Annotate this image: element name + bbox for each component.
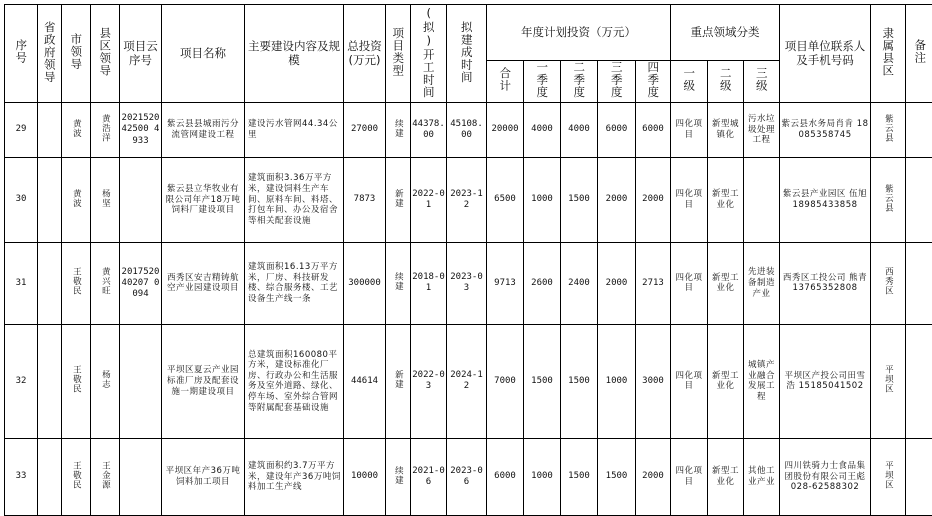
cell-level3 bbox=[744, 157, 780, 242]
header-seq: 序号 bbox=[5, 5, 38, 103]
cell-q2: 1500 bbox=[561, 157, 598, 242]
cell-finish: 2023-12 bbox=[447, 157, 487, 242]
cell-level2: 新型工业化 bbox=[708, 157, 744, 242]
cell-q4: 6000 bbox=[636, 102, 671, 157]
cell-prov-leader bbox=[38, 102, 62, 157]
cell-investment: 27000 bbox=[344, 102, 386, 157]
cell-cloud-seq: 202152042500 4933 bbox=[120, 102, 162, 157]
cell-contact: 紫云县产业园区 伍旭 18985433858 bbox=[780, 157, 871, 242]
cell-prov-leader bbox=[38, 324, 62, 438]
cell-district: 西秀区 bbox=[871, 242, 906, 324]
cell-finish: 2023-06 bbox=[447, 438, 487, 515]
cell-q3: 1000 bbox=[598, 324, 636, 438]
table-row bbox=[5, 102, 932, 157]
cell-level3: 先进装备制造产业 bbox=[744, 242, 780, 324]
cell-investment: 300000 bbox=[344, 242, 386, 324]
cell-level3: 城镇产业融合发展工程 bbox=[744, 324, 780, 438]
cell-total: 6500 bbox=[487, 157, 524, 242]
cell-level2: 新型工业化 bbox=[708, 324, 744, 438]
cell-contact: 平坝区产投公司田雪浩 15185041502 bbox=[780, 324, 871, 438]
cell-finish: 2024-12 bbox=[447, 324, 487, 438]
cell-q2: 4000 bbox=[561, 102, 598, 157]
table-row bbox=[5, 438, 932, 515]
header-key-field: 重点领域分类 bbox=[671, 5, 780, 61]
cell-remark bbox=[906, 102, 932, 157]
header-annual: 年度计划投资（万元） bbox=[487, 5, 671, 61]
header-contact: 项目单位联系人及手机号码 bbox=[780, 5, 871, 103]
cell-total: 7000 bbox=[487, 324, 524, 438]
cell-investment: 10000 bbox=[344, 438, 386, 515]
header-type: 项目类型 bbox=[386, 5, 411, 103]
cell-q1: 2600 bbox=[524, 242, 561, 324]
cell-county-leader: 黄兴旺 bbox=[91, 242, 120, 324]
header-prov-leader: 省政府领导 bbox=[38, 5, 62, 103]
cell-start: 44378.00 bbox=[411, 102, 447, 157]
cell-city-leader: 王敬民 bbox=[62, 324, 91, 438]
header-level2: 二级 bbox=[708, 61, 744, 103]
cell-total: 6000 bbox=[487, 438, 524, 515]
cell-content: 总建筑面积160080平方米，建设标准化厂房、行政办公和生活服务及室外道路、绿化、停车场、室外综合管网等附属配套基础设施 bbox=[245, 324, 344, 438]
cell-name: 紫云县立华牧业有限公司年产18万吨饲料厂建设项目 bbox=[162, 157, 245, 242]
header-county-leader: 县区领导 bbox=[91, 5, 120, 103]
cell-remark bbox=[906, 324, 932, 438]
cell-level1: 四化项目 bbox=[671, 242, 708, 324]
cell-type: 新建 bbox=[386, 324, 411, 438]
cell-q1: 1000 bbox=[524, 157, 561, 242]
project-table bbox=[4, 4, 932, 516]
header-level3: 三级 bbox=[744, 61, 780, 103]
cell-city-leader: 王敬民 bbox=[62, 242, 91, 324]
cell-q2: 1500 bbox=[561, 438, 598, 515]
cell-level1: 四化项目 bbox=[671, 324, 708, 438]
cell-q1: 1000 bbox=[524, 438, 561, 515]
cell-district: 紫云县 bbox=[871, 102, 906, 157]
cell-prov-leader bbox=[38, 157, 62, 242]
cell-remark bbox=[906, 438, 932, 515]
cell-county-leader: 杨坚 bbox=[91, 157, 120, 242]
cell-remark bbox=[906, 157, 932, 242]
cell-name: 平坝区年产36万吨饲料加工项目 bbox=[162, 438, 245, 515]
header-q1: 一季度 bbox=[524, 61, 561, 103]
cell-q1: 1500 bbox=[524, 324, 561, 438]
header-city-leader: 市领导 bbox=[62, 5, 91, 103]
cell-district: 平坝区 bbox=[871, 438, 906, 515]
header-q4: 四季度 bbox=[636, 61, 671, 103]
header-cloud-seq: 项目云序号 bbox=[120, 5, 162, 103]
cell-q4: 3000 bbox=[636, 324, 671, 438]
cell-q1: 4000 bbox=[524, 102, 561, 157]
cell-q4: 2000 bbox=[636, 438, 671, 515]
cell-seq: 33 bbox=[5, 438, 38, 515]
cell-finish: 2023-03 bbox=[447, 242, 487, 324]
cell-total: 20000 bbox=[487, 102, 524, 157]
cell-start: 2021-06 bbox=[411, 438, 447, 515]
cell-level2: 新型城镇化 bbox=[708, 102, 744, 157]
cell-content: 建筑面积3.36万平方米，建设饲料生产车间、原料车间、料塔、打包车间、办公及宿舍等相关配套设施 bbox=[245, 157, 344, 242]
header-q3: 三季度 bbox=[598, 61, 636, 103]
cell-name: 紫云县县城雨污分流管网建设工程 bbox=[162, 102, 245, 157]
cell-type: 续建 bbox=[386, 242, 411, 324]
cell-level1: 四化项目 bbox=[671, 157, 708, 242]
table-row bbox=[5, 157, 932, 242]
cell-cloud-seq: 201752040207 0094 bbox=[120, 242, 162, 324]
cell-city-leader: 黄波 bbox=[62, 102, 91, 157]
cell-prov-leader bbox=[38, 438, 62, 515]
cell-level2: 新型工业化 bbox=[708, 438, 744, 515]
cell-contact: 紫云县水务局肖肯 18085358745 bbox=[780, 102, 871, 157]
cell-city-leader: 黄波 bbox=[62, 157, 91, 242]
cell-start: 2022-01 bbox=[411, 157, 447, 242]
header-total: 合计 bbox=[487, 61, 524, 103]
cell-q4: 2713 bbox=[636, 242, 671, 324]
cell-district: 平坝区 bbox=[871, 324, 906, 438]
header-finish: 拟建成时间 bbox=[447, 5, 487, 103]
cell-q3: 2000 bbox=[598, 242, 636, 324]
cell-q2: 1500 bbox=[561, 324, 598, 438]
cell-level1: 四化项目 bbox=[671, 102, 708, 157]
cell-seq: 32 bbox=[5, 324, 38, 438]
header-level1: 一级 bbox=[671, 61, 708, 103]
cell-content: 建筑面积16.13万平方米，厂房、科技研发楼、综合服务楼、工艺设备生产线一条 bbox=[245, 242, 344, 324]
cell-q3: 1500 bbox=[598, 438, 636, 515]
cell-total: 9713 bbox=[487, 242, 524, 324]
cell-investment: 7873 bbox=[344, 157, 386, 242]
header-content: 主要建设内容及规模 bbox=[245, 5, 344, 103]
cell-prov-leader bbox=[38, 242, 62, 324]
cell-investment: 44614 bbox=[344, 324, 386, 438]
cell-seq: 31 bbox=[5, 242, 38, 324]
header-district: 隶属县区 bbox=[871, 5, 906, 103]
header-name: 项目名称 bbox=[162, 5, 245, 103]
header-remark: 备注 bbox=[906, 5, 932, 103]
cell-district: 紫云县 bbox=[871, 157, 906, 242]
cell-contact: 四川铁骑力士食品集团股份有限公司王彪 028-62588302 bbox=[780, 438, 871, 515]
cell-q3: 6000 bbox=[598, 102, 636, 157]
table-row bbox=[5, 242, 932, 324]
cell-q3: 2000 bbox=[598, 157, 636, 242]
cell-cloud-seq bbox=[120, 324, 162, 438]
cell-level1: 四化项目 bbox=[671, 438, 708, 515]
cell-name: 平坝区夏云产业园标准厂房及配套设施一期建设项目 bbox=[162, 324, 245, 438]
cell-cloud-seq bbox=[120, 438, 162, 515]
header-q2: 二季度 bbox=[561, 61, 598, 103]
cell-county-leader: 黄浩洋 bbox=[91, 102, 120, 157]
cell-seq: 30 bbox=[5, 157, 38, 242]
cell-finish: 45108.00 bbox=[447, 102, 487, 157]
cell-q4: 2000 bbox=[636, 157, 671, 242]
cell-contact: 西秀区工投公司 熊青 13765352808 bbox=[780, 242, 871, 324]
header-investment: 总投资(万元) bbox=[344, 5, 386, 103]
cell-seq: 29 bbox=[5, 102, 38, 157]
cell-remark bbox=[906, 242, 932, 324]
cell-name: 西秀区安吉精铸航空产业园建设项目 bbox=[162, 242, 245, 324]
cell-content: 建筑面积约3.7万平方米，建设年产36万吨饲料加工生产线 bbox=[245, 438, 344, 515]
table-row bbox=[5, 324, 932, 438]
cell-type: 新建 bbox=[386, 157, 411, 242]
cell-type: 续建 bbox=[386, 438, 411, 515]
cell-level3: 污水垃圾处理工程 bbox=[744, 102, 780, 157]
cell-county-leader: 王金源 bbox=[91, 438, 120, 515]
cell-type: 续建 bbox=[386, 102, 411, 157]
cell-level2: 新型工业化 bbox=[708, 242, 744, 324]
cell-level3: 其他工业产业 bbox=[744, 438, 780, 515]
cell-start: 2018-01 bbox=[411, 242, 447, 324]
cell-cloud-seq bbox=[120, 157, 162, 242]
header-start: (拟)开工时间 bbox=[411, 5, 447, 103]
cell-content: 建设污水管网44.34公里 bbox=[245, 102, 344, 157]
cell-city-leader: 王敬民 bbox=[62, 438, 91, 515]
cell-q2: 2400 bbox=[561, 242, 598, 324]
cell-start: 2022-03 bbox=[411, 324, 447, 438]
project-table-container bbox=[4, 4, 932, 516]
cell-county-leader: 杨志 bbox=[91, 324, 120, 438]
